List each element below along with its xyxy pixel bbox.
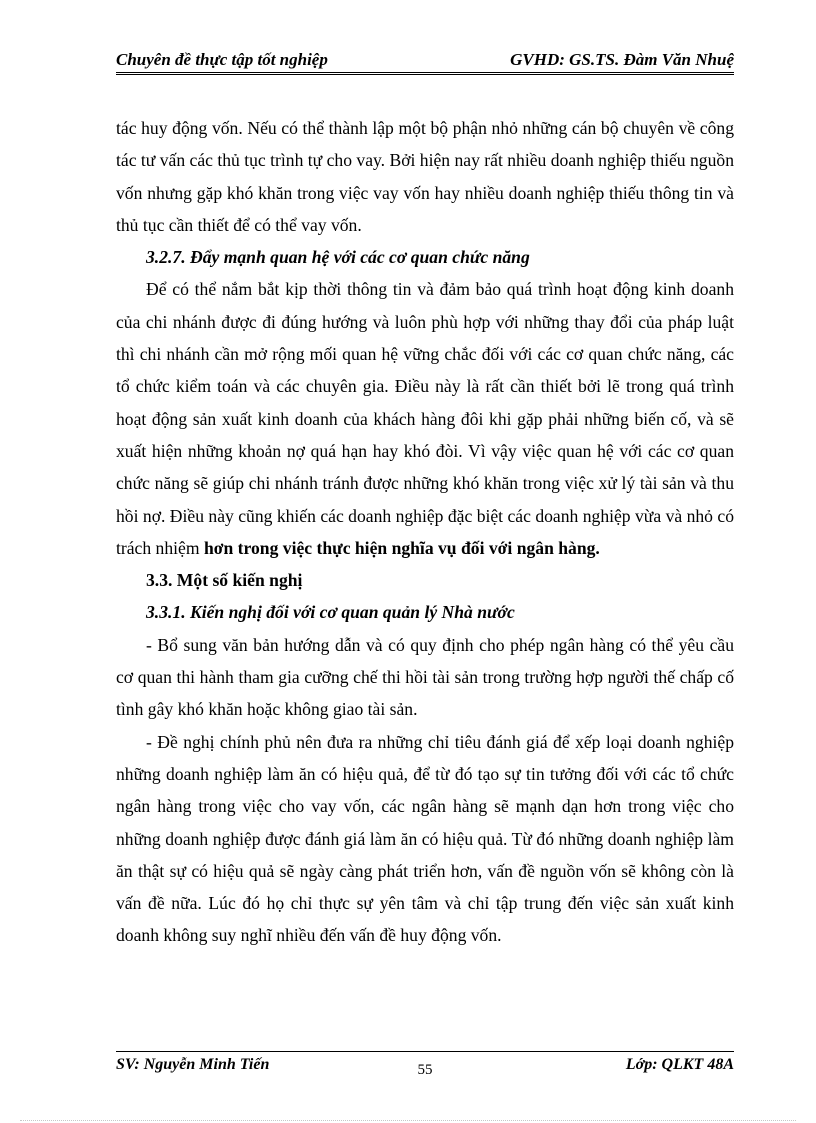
footer-class: Lớp: QLKT 48A — [625, 1056, 734, 1073]
footer-divider — [116, 1051, 734, 1052]
paragraph-relations-text: Để có thể nắm bắt kịp thời thông tin và đảm bảo quá trình hoạt động kinh doanh của chi nhánh được đi đúng hướng và luôn phù hợp với những thay đổi của pháp luật thì chi nhánh cần mở rộng mối quan hệ vững chắc đối với các cơ quan chức năng, các tổ chức kiểm toán và các chuyên gia. Điều này là rất cần thiết bởi lẽ trong quá trình hoạt động sản xuất kinh doanh của khách hàng đôi khi gặp phải những biến cố, và sẽ xuất hiện những khoản nợ quá hạn hay khó đòi. Vì vậy việc quan hệ với các cơ quan chức năng sẽ giúp chi nhánh tránh được những khó khăn trong việc xử lý tài sản và thu hồi nợ. Điều này cũng khiến các doanh nghiệp đặc biệt các doanh nghiệp vừa và nhỏ có trách nhiệm — [116, 279, 734, 558]
paragraph-relations-bold: hơn trong việc thực hiện nghĩa vụ đối với ngân hàng. — [203, 537, 600, 558]
footer-student-name: SV: Nguyễn Minh Tiến — [116, 1056, 270, 1073]
header-divider — [116, 72, 734, 75]
paragraph-relations — [116, 273, 734, 564]
document-body — [116, 112, 734, 952]
paragraph-recommendation-1: - Bổ sung văn bản hướng dẫn và có quy định cho phép ngân hàng có thể yêu cầu cơ quan thi hành tham gia cưỡng chế thi hồi tài sản trong trường hợp người thế chấp cố tình gây khó khăn hoặc không giao tài sản. — [116, 634, 734, 720]
section-heading-3-3: 3.3. Một số kiến nghị — [146, 570, 303, 591]
paragraph-recommendation-2: - Đề nghị chính phủ nên đưa ra những chỉ tiêu đánh giá để xếp loại doanh nghiệp những doanh nghiệp làm ăn có hiệu quả, để từ đó tạo sự tin tưởng đối với các tổ chức ngân hàng trong việc cho vay vốn, các ngân hàng sẽ mạnh dạn hơn trong việc cho những doanh nghiệp được đánh giá làm ăn có hiệu quả. Từ đó những doanh nghiệp làm ăn thật sự có hiệu quả sẽ ngày càng phát triển hơn, vấn đề nguồn vốn sẽ không còn là vấn đề nữa. Lúc đó họ chỉ thực sự yên tâm và chỉ tập trung đến việc sản xuất kinh doanh không suy nghĩ nhiều đến vấn đề huy động vốn. — [116, 731, 734, 946]
header-supervisor: GVHD: GS.TS. Đàm Văn Nhuệ — [510, 50, 734, 69]
paragraph-continuation: tác huy động vốn. Nếu có thể thành lập một bộ phận nhỏ những cán bộ chuyên về công tác tư vấn các thủ tục trình tự cho vay. Bởi hiện nay rất nhiều doanh nghiệp thiếu nguồn vốn nhưng gặp khó khăn trong việc vay vốn hay nhiều doanh nghiệp thiếu thông tin và thủ tục cần thiết để có thể vay vốn. — [116, 118, 734, 235]
page-number: 55 — [417, 1062, 433, 1078]
page-footer — [116, 1056, 734, 1080]
section-heading-3-3-1: 3.3.1. Kiến nghị đối với cơ quan quản lý Nhà nước — [146, 602, 515, 623]
header-course-title: Chuyên đề thực tập tốt nghiệp — [116, 50, 328, 69]
page-edge — [20, 1120, 796, 1121]
section-heading-3-2-7: 3.2.7. Đẩy mạnh quan hệ với các cơ quan chức năng — [146, 247, 530, 268]
page-header — [116, 46, 734, 72]
